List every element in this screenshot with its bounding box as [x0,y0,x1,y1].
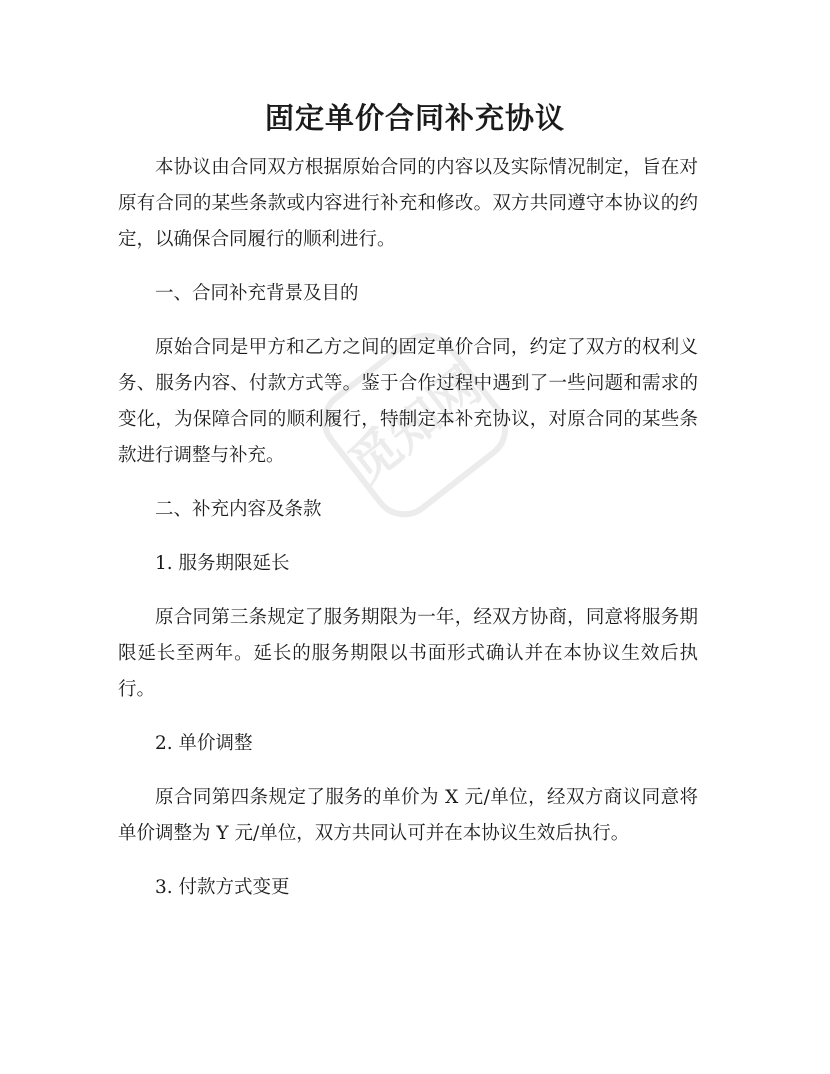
section-2-heading: 二、补充内容及条款 [155,499,322,520]
document-body [118,150,698,924]
item-1-paragraph: 原合同第三条规定了服务期限为一年，经双方协商，同意将服务期限延长至两年。延长的服务期限以书面形式确认并在本协议生效后执行。 [118,607,698,700]
item-2-paragraph: 原合同第四条规定了服务的单价为 X 元/单位，经双方商议同意将单价调整为 Y 元/单位，双方共同认可并在本协议生效后执行。 [118,787,698,844]
document-title: 固定单价合同补充协议 [264,101,565,135]
item-3-heading: 3. 付款方式变更 [155,877,290,898]
item-1-heading: 1. 服务期限延长 [155,553,290,574]
section-1-heading: 一、合同补充背景及目的 [155,283,359,304]
watermark-text: 觅知网 [338,355,492,495]
section-1-paragraph: 原始合同是甲方和乙方之间的固定单价合同，约定了双方的权利义务、服务内容、付款方式等。鉴于合作过程中遇到了一些问题和需求的变化，为保障合同的顺利履行，特制定本补充协议，对原合同的某些条款进行调整与补充。 [118,337,698,466]
intro-paragraph: 本协议由合同双方根据原始合同的内容以及实际情况制定，旨在对原有合同的某些条款或内容进行补充和修改。双方共同遵守本协议的约定，以确保合同履行的顺利进行。 [118,157,698,250]
item-2-heading: 2. 单价调整 [155,733,253,754]
